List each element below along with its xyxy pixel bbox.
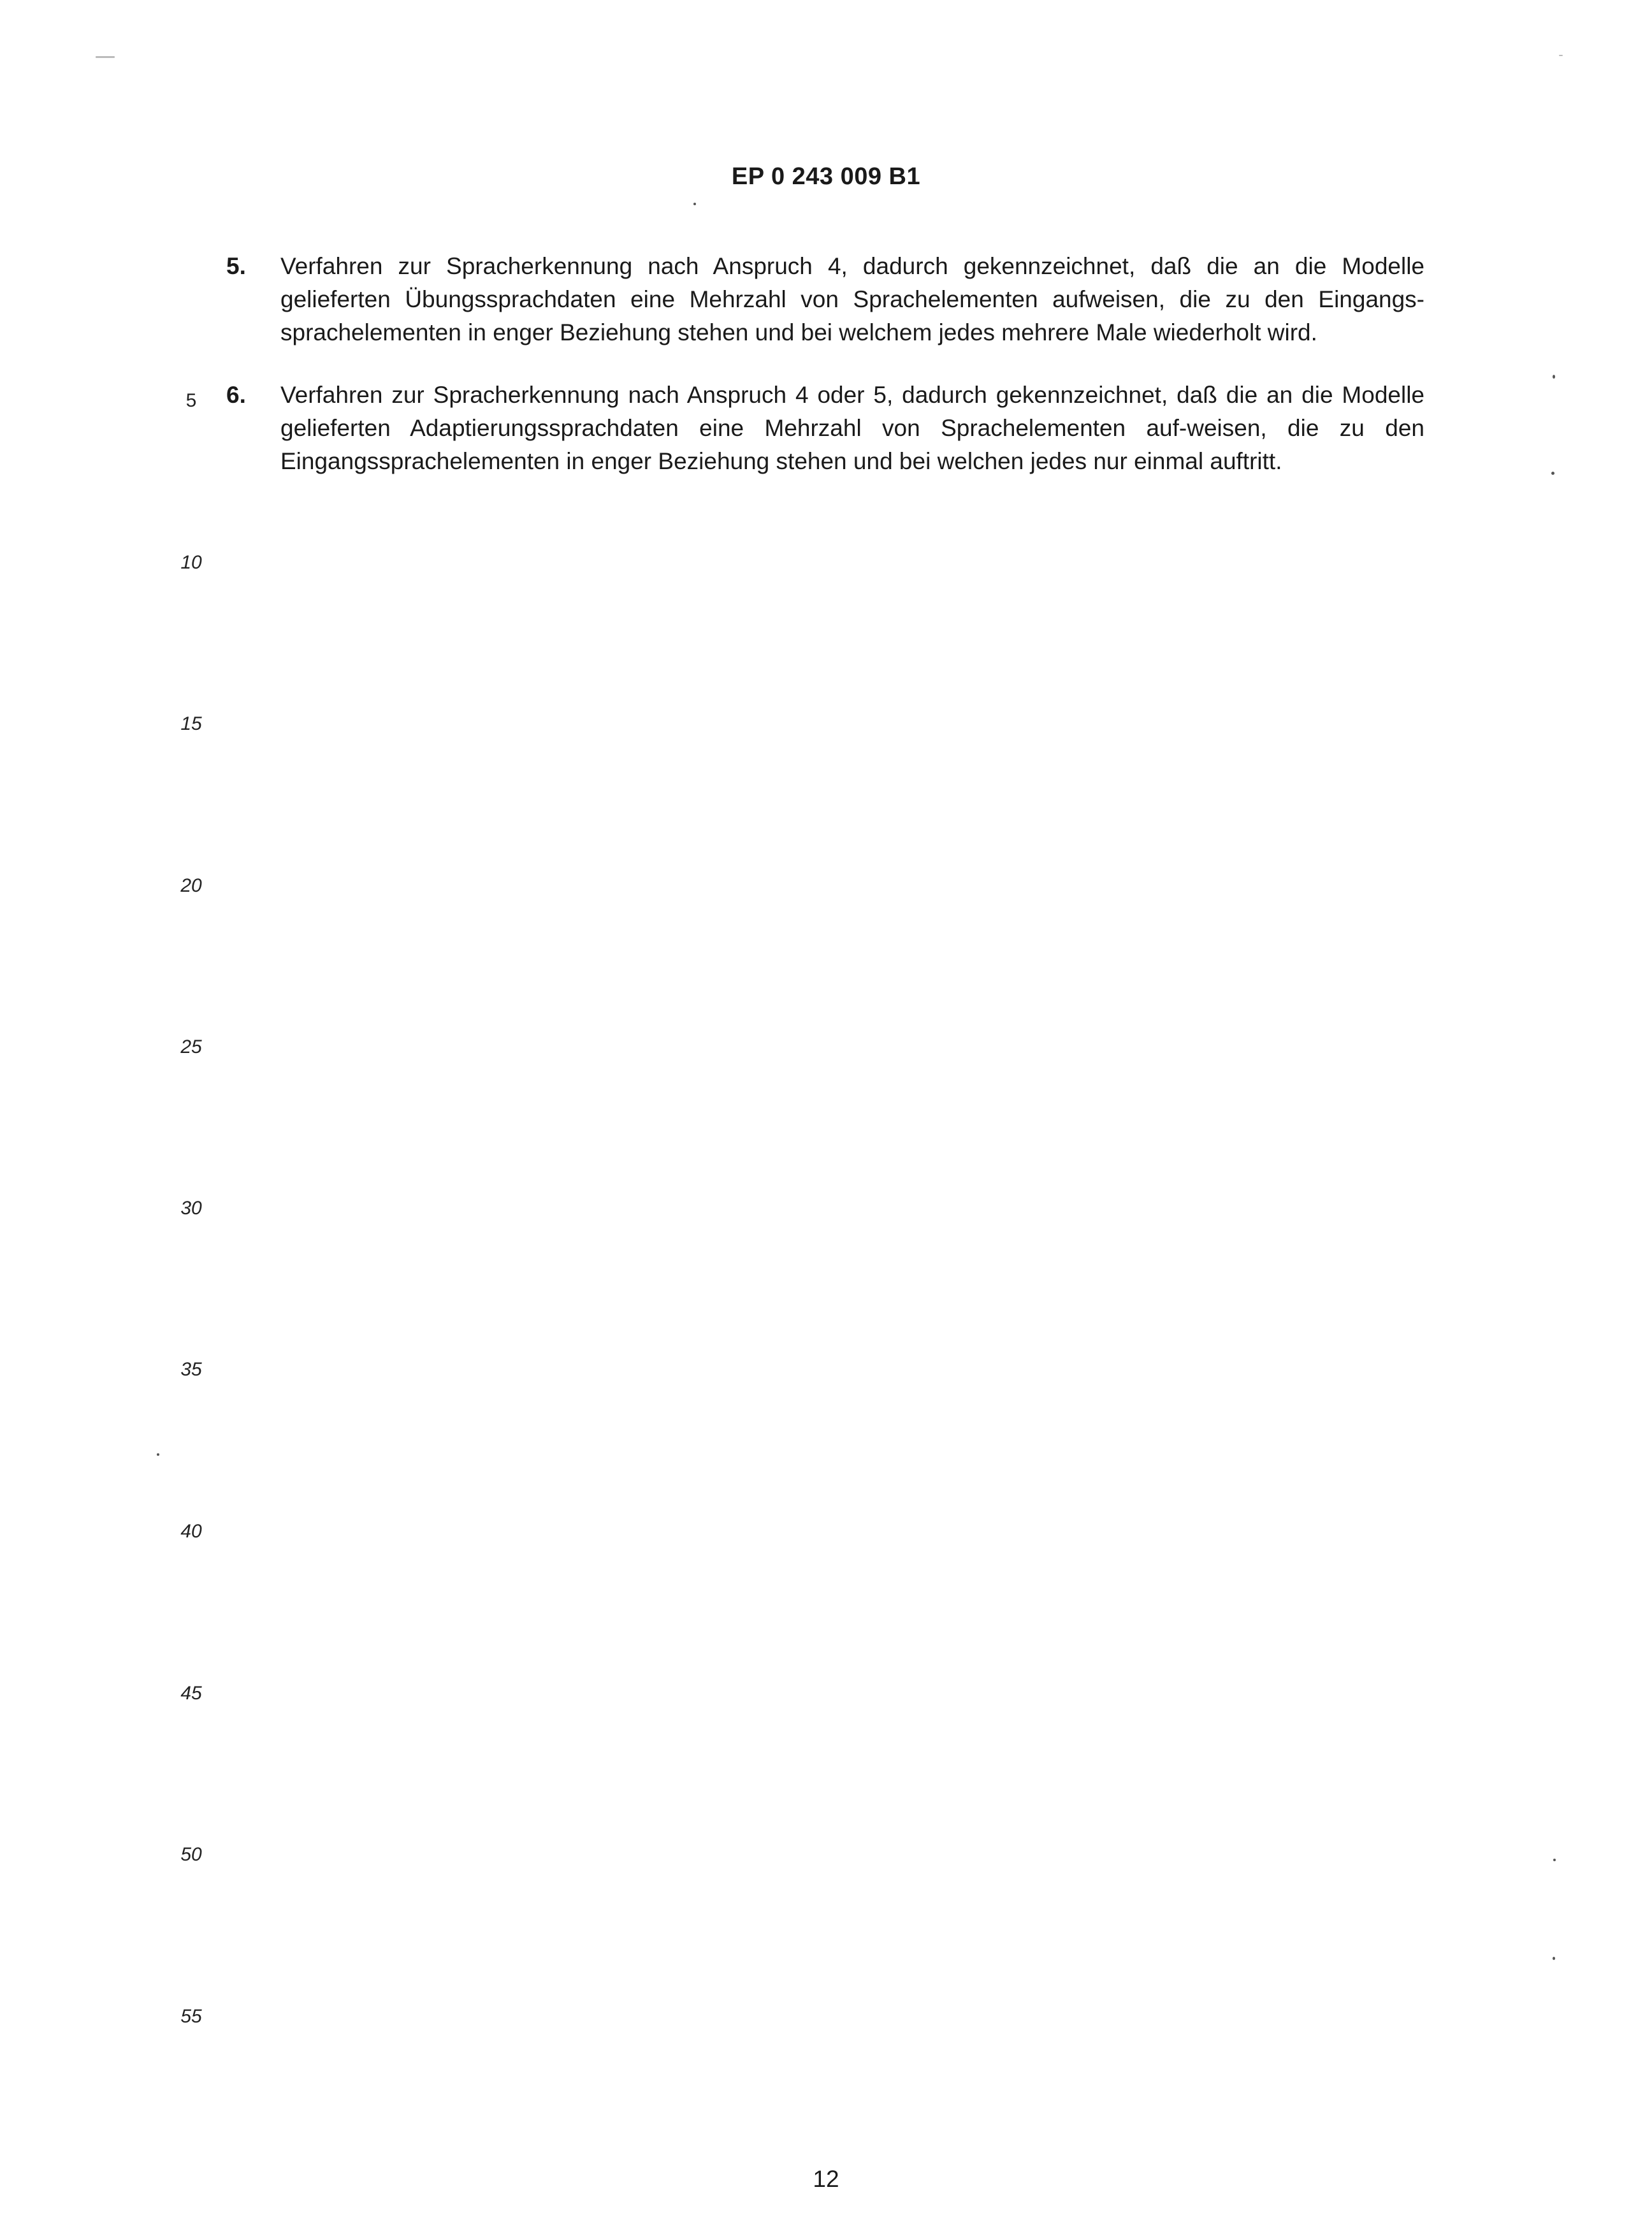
- margin-line-number: 55: [180, 2006, 202, 2027]
- scan-speck: [1551, 472, 1554, 475]
- claim-6: [226, 379, 1424, 478]
- margin-line-number: 15: [180, 713, 202, 734]
- margin-line-number: 50: [180, 1844, 202, 1865]
- margin-line-number: 20: [180, 875, 202, 896]
- margin-line-number: 30: [180, 1198, 202, 1219]
- scan-speck: [96, 56, 115, 58]
- scan-speck: [693, 203, 696, 205]
- margin-line-number: 10: [180, 552, 202, 573]
- claim-text: Verfahren zur Spracherkennung nach Anspruch 4 oder 5, dadurch gekennzeichnet, daß die an die Modelle gelieferten Adaptierungssprachdaten eine Mehrzahl von Sprachelementen auf-weisen, die zu den Eingangssprachelementen in enger Beziehung stehen und bei welchen jedes nur einmal auftritt.: [280, 382, 1424, 474]
- claim-text: Verfahren zur Spracherkennung nach Anspruch 4, dadurch gekennzeichnet, daß die an die Modelle gelieferten Übungssprachdaten eine Mehrzahl von Sprachelementen aufweisen, die zu den Eingangs-sprachelementen in enger Beziehung stehen und bei welchem jedes mehrere Male wiederholt wird.: [280, 253, 1424, 345]
- margin-line-number: 25: [180, 1036, 202, 1057]
- margin-line-number: 45: [180, 1683, 202, 1704]
- claims-list: [226, 250, 1424, 507]
- scan-speck: [1553, 1957, 1555, 1960]
- claim-number: 5.: [226, 253, 246, 279]
- scan-speck: [157, 1453, 159, 1456]
- claim-number: 6.: [226, 382, 246, 408]
- scan-speck: [1553, 375, 1555, 379]
- margin-line-number: 5: [185, 390, 197, 411]
- claim-5: [226, 250, 1424, 349]
- margin-line-number: 40: [180, 1521, 202, 1542]
- scan-speck: [1559, 55, 1563, 56]
- page-number: 12: [813, 2166, 839, 2192]
- margin-line-number: 35: [180, 1359, 202, 1380]
- scan-speck: [1553, 1859, 1556, 1861]
- document-number-header: EP 0 243 009 B1: [731, 163, 921, 190]
